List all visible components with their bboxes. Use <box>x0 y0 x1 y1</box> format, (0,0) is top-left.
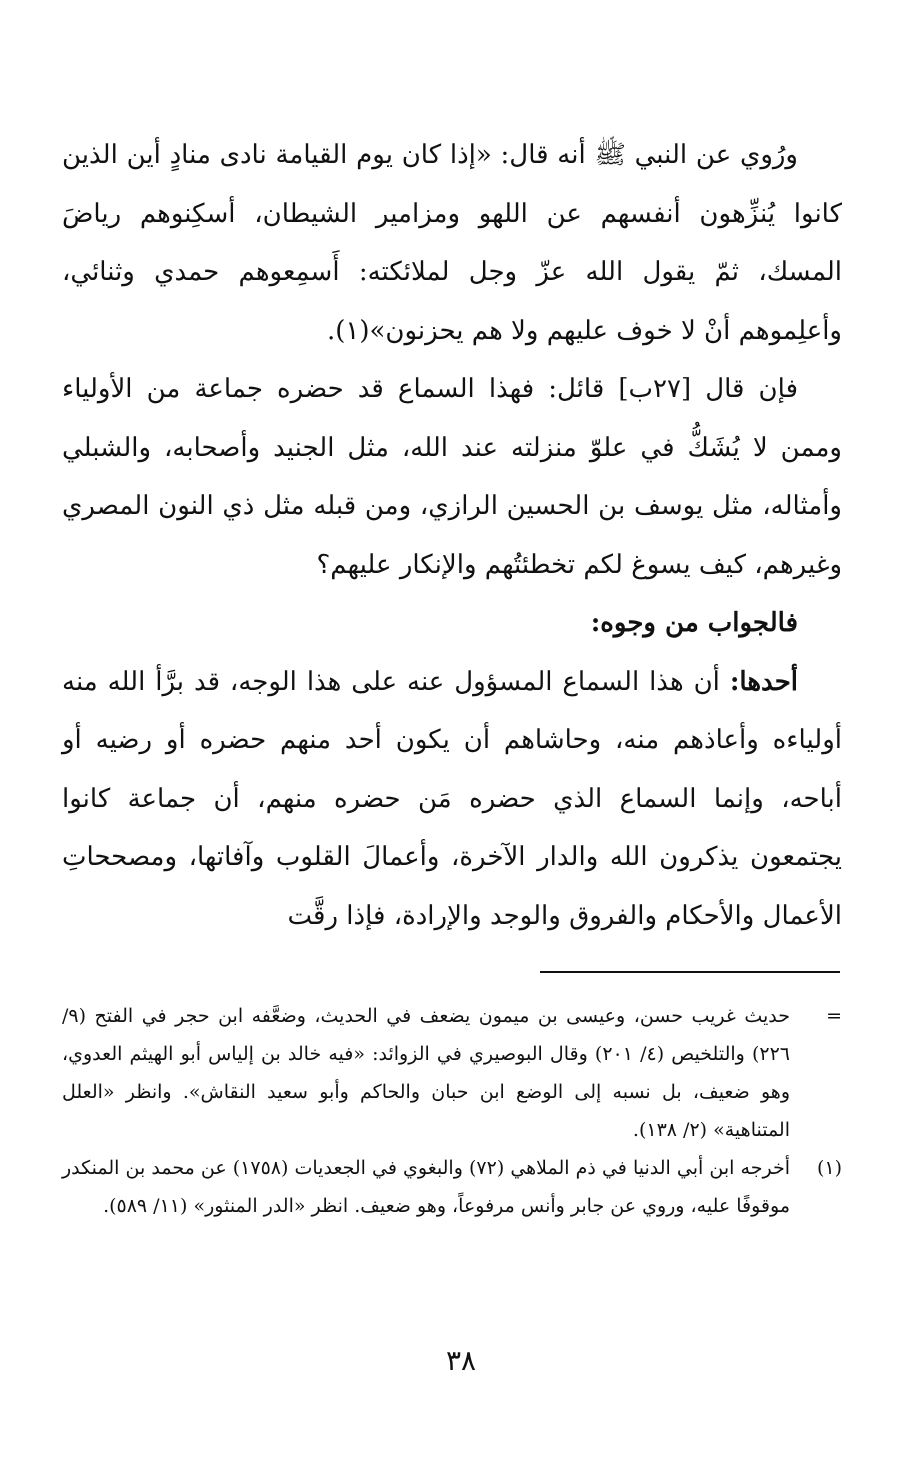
paragraph-objection: فإن قال [٢٧ب] قائل: فهذا السماع قد حضره جماعة من الأولياء وممن لا يُشَكُّ في علوّ منزلته عند الله، مثل الجنيد وأصحابه، والشبلي وأمثاله، مثل يوسف بن الحسين الرازي، ومن قبله مثل ذي النون المصري وغيرهم، كيف يسوغ لكم تخطئتُهم والإنكار عليهم؟ <box>62 374 842 580</box>
footnote-marker: = <box>826 1005 842 1027</box>
answer-heading: فالجواب من وجوه: <box>590 608 798 638</box>
footnote-1 <box>62 1149 842 1225</box>
first-answer-label: أحدها: <box>729 666 798 697</box>
footnote-divider <box>540 971 840 973</box>
footnotes <box>62 997 842 1225</box>
footnote-marker: (١) <box>816 1157 842 1179</box>
paragraph-first-answer <box>62 653 842 946</box>
footnote-text: حديث غريب حسن، وعيسى بن ميمون يضعف في الحديث، وضعَّفه ابن حجر في الفتح (٩/ ٢٢٦) والتلخيص (٤/ ٢٠١) وقال البوصيري في الزوائد: «فيه خالد بن إلياس أبو الهيثم العدوي، وهو ضعيف، بل نسبه إلى الوضع ابن حبان والحاكم وأبو سعيد النقاش». وانظر «العلل المتناهية» (٢/ ١٣٨). <box>62 1005 790 1141</box>
page-number: ٣٨ <box>445 1344 477 1377</box>
footnote-text: أخرجه ابن أبي الدنيا في ذم الملاهي (٧٢) والبغوي في الجعديات (١٧٥٨) عن محمد بن المنكدر موقوفًا عليه، وروي عن جابر وأنس مرفوعاً، وهو ضعيف. انظر «الدر المنثور» (١١/ ٥٨٩). <box>62 1157 790 1217</box>
main-text <box>62 126 842 945</box>
first-answer-text: أن هذا السماع المسؤول عنه على هذا الوجه، قد برَّأ الله منه أولياءه وأعاذهم منه، وحاشاهم أن يكون أحد منهم حضره أو رضيه أو أباحه، وإنما السماع الذي حضره مَن حضره منهم، أن جماعة كانوا يجتمعون يذكرون الله والدار الآخرة، وأعمالَ القلوب وآفاتها، ومصححاتِ الأعمال والأحكام والفروق والوجد والإرادة، فإذا رقَّت <box>62 666 842 931</box>
paragraph-hadith: ورُوي عن النبي ﷺ أنه قال: «إذا كان يوم القيامة نادى منادٍ أين الذين كانوا يُنزِّهون أنفسهم عن اللهو ومزامير الشيطان، أسكِنوهم رياضَ المسك، ثمّ يقول الله عزّ وجل لملائكته: أَسمِعوهم حمدي وثنائي، وأعلِموهم أنْ لا خوف عليهم ولا هم يحزنون»(١). <box>62 140 842 346</box>
footnote-continuation <box>62 997 842 1149</box>
